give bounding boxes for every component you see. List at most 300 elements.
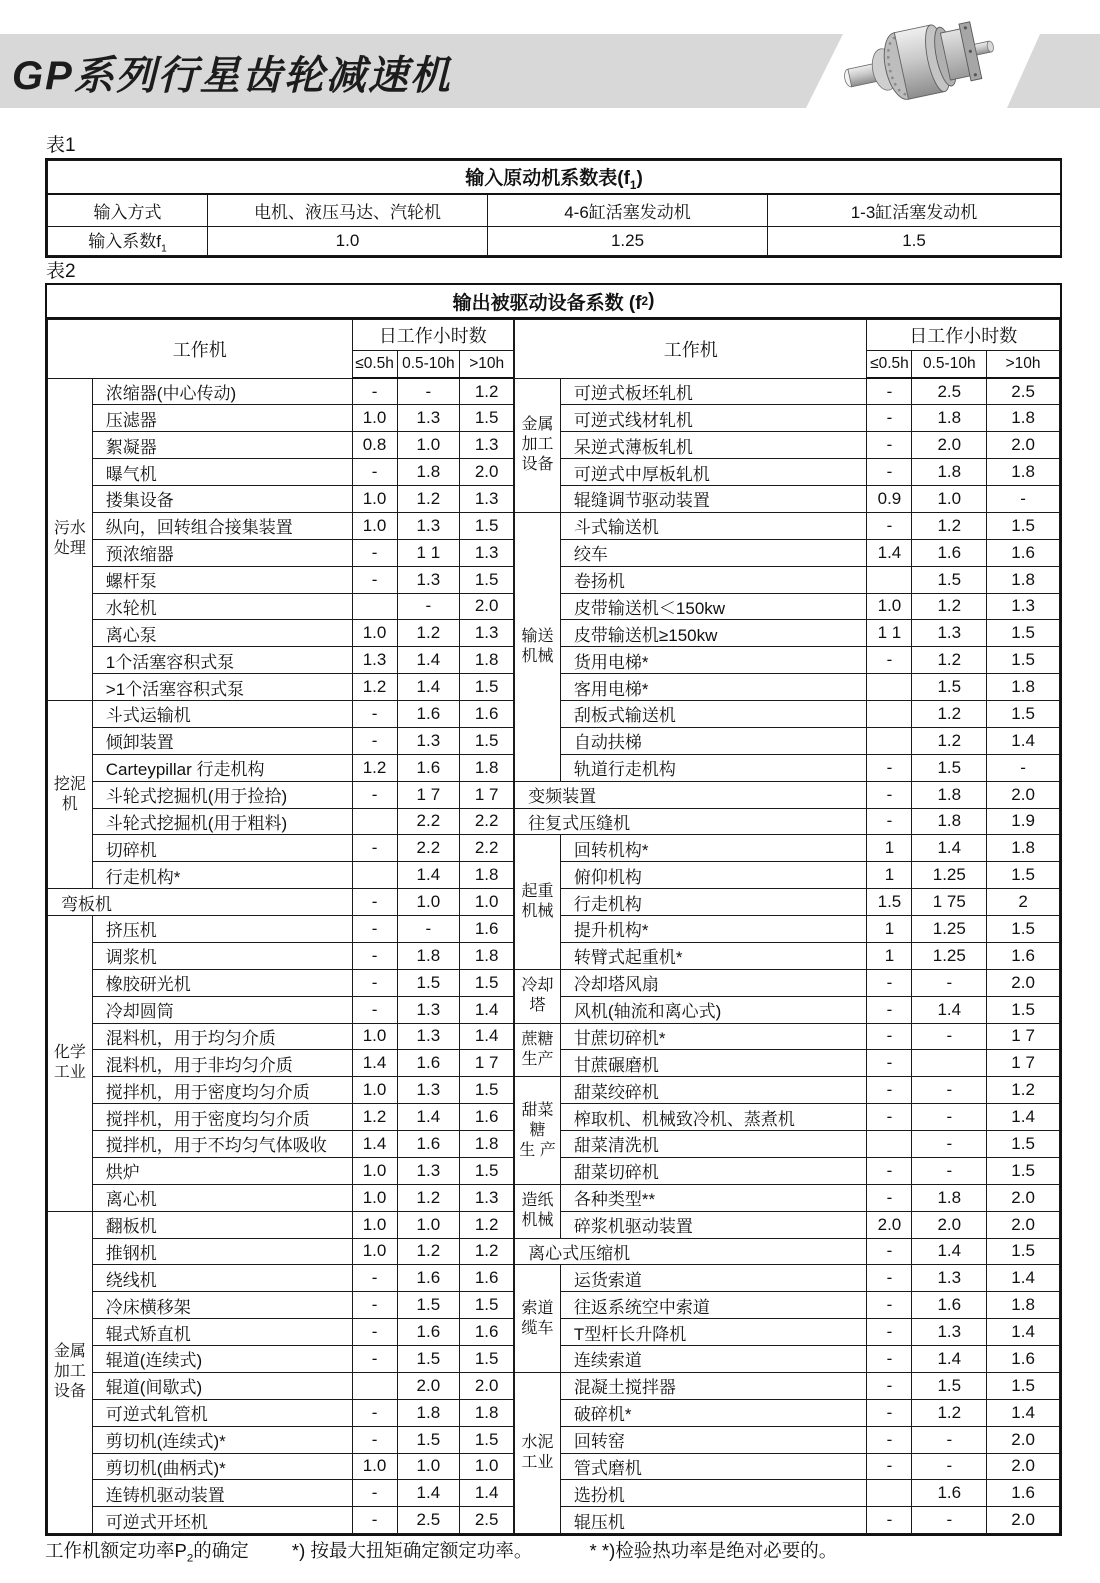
coef-cell: 1.2	[987, 1077, 1060, 1104]
coef-cell: 1.5	[987, 996, 1060, 1023]
coef-cell: 1	[867, 942, 912, 969]
machine-name-cell: 弯板机	[48, 889, 353, 916]
coef-cell: 2.0	[987, 1453, 1060, 1480]
machine-name-cell: 轨道行走机构	[560, 754, 867, 781]
input-factor-label: 输入系数$f_1$	[48, 227, 208, 256]
category-cell: 造纸 机械	[515, 1184, 561, 1238]
coef-cell: 1.6	[987, 1480, 1060, 1507]
factor-value-cell: 1.0	[208, 227, 488, 256]
daily-hours-header: 日工作小时数	[352, 320, 514, 351]
table-row	[48, 1104, 514, 1131]
machine-name-cell: 行走机构*	[92, 862, 352, 889]
coef-cell: 1.2	[912, 727, 987, 754]
coef-cell: -	[867, 1399, 912, 1426]
table-row	[515, 781, 1060, 808]
coef-cell: 2.0	[987, 432, 1060, 459]
engine-1-3-cell: 1-3缸活塞发动机	[768, 194, 1061, 227]
category-cell: 冷却塔	[515, 969, 561, 1023]
coef-cell: 1.4	[987, 1319, 1060, 1346]
coef-cell: 2.0	[867, 1211, 912, 1238]
coef-cell: 2.0	[987, 1507, 1060, 1534]
coef-cell: 2.2	[460, 835, 514, 862]
coef-cell: 1.2	[912, 593, 987, 620]
coef-cell: 1.8	[987, 674, 1060, 701]
coef-cell: 1.0	[352, 1184, 397, 1211]
machine-name-cell: 橡胶研光机	[92, 969, 352, 996]
coef-cell: 1.5	[460, 1292, 514, 1319]
table-row	[48, 1319, 514, 1346]
coef-cell	[867, 1131, 912, 1158]
machine-name-cell: 绞车	[560, 539, 867, 566]
coef-cell: 1.5	[987, 862, 1060, 889]
machine-name-cell: T型杆长升降机	[560, 1319, 867, 1346]
coef-cell: 2.0	[987, 1211, 1060, 1238]
coef-cell: 1.5	[397, 1426, 460, 1453]
table-row	[48, 889, 514, 916]
machine-name-cell: 可逆式板坯轧机	[560, 378, 867, 405]
coef-cell: 1 7	[460, 781, 514, 808]
machine-name-cell: 皮带输送机≥150kw	[560, 620, 867, 647]
coef-cell: -	[352, 1399, 397, 1426]
coef-cell: 1.3	[397, 1023, 460, 1050]
coef-cell: 2	[987, 889, 1060, 916]
category-cell: 输送 机械	[515, 512, 561, 781]
coef-cell: -	[867, 405, 912, 432]
coef-cell: 1.5	[987, 1372, 1060, 1399]
table-row	[48, 1238, 514, 1265]
table-row	[515, 1507, 1060, 1534]
coef-cell: -	[867, 781, 912, 808]
table-row	[515, 808, 1060, 835]
coef-cell: 1	[867, 916, 912, 943]
machine-name-cell: 离心泵	[92, 620, 352, 647]
coef-cell	[867, 1480, 912, 1507]
coef-cell: 2.0	[460, 593, 514, 620]
machine-col-header: 工作机	[515, 320, 867, 379]
coef-cell: 1.5	[397, 1292, 460, 1319]
machine-name-cell: 各种类型**	[560, 1184, 867, 1211]
table-row	[48, 1372, 514, 1399]
table1-value-row	[48, 227, 1061, 256]
coef-cell: 1.3	[912, 1265, 987, 1292]
coef-cell: 1.2	[397, 1238, 460, 1265]
machine-name-cell: 提升机构*	[560, 916, 867, 943]
coef-cell: 1.2	[460, 1211, 514, 1238]
coef-cell: 2.0	[397, 1372, 460, 1399]
footnote-star: *) 按最大扭矩确定额定功率。	[291, 1540, 533, 1561]
category-cell: 水泥 工业	[515, 1372, 561, 1533]
coef-cell: 1.2	[912, 701, 987, 728]
coef-cell: 1.3	[397, 566, 460, 593]
table-row	[48, 1292, 514, 1319]
table-row	[48, 754, 514, 781]
page-title: GP系列行星齿轮减速机	[12, 54, 452, 98]
coef-cell: 1.9	[987, 808, 1060, 835]
coef-cell: -	[867, 996, 912, 1023]
coef-cell: 2.2	[397, 835, 460, 862]
coef-cell: 1.5	[912, 754, 987, 781]
coef-cell	[867, 727, 912, 754]
coef-cell: 1.0	[352, 1453, 397, 1480]
machine-name-cell: 风机(轴流和离心式)	[560, 996, 867, 1023]
coef-cell: -	[397, 378, 460, 405]
table2-header-row	[48, 320, 514, 351]
coef-cell: 1.3	[352, 647, 397, 674]
coef-cell: 2.0	[912, 1211, 987, 1238]
machine-name-cell: 曝气机	[92, 459, 352, 486]
machine-name-cell: 辊道(间歇式)	[92, 1372, 352, 1399]
coef-cell: 1.0	[352, 1077, 397, 1104]
coef-cell: -	[352, 781, 397, 808]
table-row	[515, 916, 1060, 943]
coef-cell: 1.4	[397, 1480, 460, 1507]
table-row	[515, 1319, 1060, 1346]
category-cell: 甜菜糖 生 产	[515, 1077, 561, 1185]
coef-cell: 1 1	[397, 539, 460, 566]
table-row	[48, 808, 514, 835]
table2-header-row	[515, 320, 1060, 351]
machine-name-cell: 卷扬机	[560, 566, 867, 593]
table-row	[48, 727, 514, 754]
coef-cell: 1.5	[987, 620, 1060, 647]
coef-cell: 1.4	[867, 539, 912, 566]
coef-cell: -	[352, 378, 397, 405]
table-row	[515, 1184, 1060, 1211]
coef-cell: 2.0	[912, 432, 987, 459]
category-cell: 化学 工业	[48, 916, 93, 1212]
table-row	[515, 942, 1060, 969]
coef-cell: 2.5	[460, 1507, 514, 1534]
table-row	[515, 1238, 1060, 1265]
machine-name-cell: 自动扶梯	[560, 727, 867, 754]
coef-cell	[912, 1050, 987, 1077]
coef-cell: 1.6	[912, 1480, 987, 1507]
coef-cell: -	[867, 1050, 912, 1077]
machine-name-cell: 搅拌机，用于不均匀气体吸收	[92, 1131, 352, 1158]
input-mode-header: 输入方式	[48, 194, 208, 227]
coef-cell: -	[352, 1507, 397, 1534]
table-row	[515, 593, 1060, 620]
coef-cell: 1.8	[912, 459, 987, 486]
coef-cell: 1.0	[352, 405, 397, 432]
coef-cell: 1.5	[460, 969, 514, 996]
machine-name-cell: 纵向，回转组合接集装置	[92, 512, 352, 539]
coef-cell: 1.0	[352, 1238, 397, 1265]
coef-cell: 1.5	[460, 1346, 514, 1373]
coef-cell: -	[867, 378, 912, 405]
table-row	[48, 1023, 514, 1050]
coef-cell: -	[867, 459, 912, 486]
machine-name-cell: 剪切机(连续式)*	[92, 1426, 352, 1453]
coef-cell: 1 7	[460, 1050, 514, 1077]
coef-cell: -	[912, 1507, 987, 1534]
coef-cell: 1.5	[460, 1426, 514, 1453]
coef-cell: 1.6	[397, 1050, 460, 1077]
factor-value-cell: 1.5	[768, 227, 1061, 256]
coef-cell: 1.8	[460, 862, 514, 889]
coef-cell: 1.0	[352, 512, 397, 539]
coef-cell: 1.6	[987, 1346, 1060, 1373]
coef-cell: 2.5	[987, 378, 1060, 405]
coef-cell: 1.25	[912, 862, 987, 889]
machine-name-cell: 甘蔗碾磨机	[560, 1050, 867, 1077]
coef-cell: 1	[867, 862, 912, 889]
table-row	[515, 1104, 1060, 1131]
table-row	[48, 1480, 514, 1507]
coef-cell: -	[352, 1292, 397, 1319]
coef-cell: 2.0	[460, 1372, 514, 1399]
coef-cell: 1.25	[912, 916, 987, 943]
coef-cell: 1.4	[912, 1346, 987, 1373]
coef-cell: 1.0	[352, 1211, 397, 1238]
table-row	[48, 459, 514, 486]
coef-cell: 1.5	[460, 1077, 514, 1104]
table-row	[48, 1426, 514, 1453]
coef-cell: 1.4	[397, 674, 460, 701]
coef-cell: 1.5	[460, 566, 514, 593]
coef-cell: -	[867, 754, 912, 781]
coef-cell: 1.5	[987, 1131, 1060, 1158]
table-row	[515, 835, 1060, 862]
table2-title: 输出被驱动设备系数 (f 2 )	[47, 285, 1060, 319]
coef-cell: 1.8	[460, 1399, 514, 1426]
machine-name-cell: 斗轮式挖掘机(用于粗料)	[92, 808, 352, 835]
coef-cell: -	[987, 754, 1060, 781]
table-row	[515, 1399, 1060, 1426]
coef-cell: 2.2	[397, 808, 460, 835]
coef-cell: 1.5	[460, 674, 514, 701]
coef-cell: 1.2	[912, 647, 987, 674]
machine-name-cell: 搅拌机，用于密度均匀介质	[92, 1104, 352, 1131]
coef-cell: 1.6	[460, 1265, 514, 1292]
table-row	[515, 1292, 1060, 1319]
footnote-p2: 工作机额定功率$P_2$的确定	[45, 1540, 249, 1565]
machine-name-cell: 选扮机	[560, 1480, 867, 1507]
coef-cell: 1.5	[912, 1372, 987, 1399]
table-row	[515, 727, 1060, 754]
machine-name-cell: 甜菜清洗机	[560, 1131, 867, 1158]
table-row	[515, 1157, 1060, 1184]
coef-cell: 1.4	[987, 1265, 1060, 1292]
coef-cell: -	[867, 1077, 912, 1104]
coef-cell: 1.5	[460, 512, 514, 539]
machine-name-cell: 呆逆式薄板轧机	[560, 432, 867, 459]
coef-cell: 1.0	[352, 486, 397, 513]
table-row	[515, 1023, 1060, 1050]
table-row	[515, 1453, 1060, 1480]
table-row	[48, 835, 514, 862]
category-cell: 蔗糖 生产	[515, 1023, 561, 1077]
machine-name-cell: 可逆式线材轧机	[560, 405, 867, 432]
table-row	[515, 1265, 1060, 1292]
coef-cell: 1.8	[987, 1292, 1060, 1319]
table-row	[48, 1157, 514, 1184]
table-row	[515, 862, 1060, 889]
coef-cell: 1.25	[912, 942, 987, 969]
table2-left-half	[47, 319, 514, 1534]
input-coefficient-table	[45, 158, 1062, 258]
coef-cell: -	[912, 1157, 987, 1184]
coef-cell: 1.5	[912, 566, 987, 593]
coef-cell: 1.6	[460, 916, 514, 943]
machine-name-cell: 剪切机(曲柄式)*	[92, 1453, 352, 1480]
coef-cell: -	[867, 512, 912, 539]
coef-cell: 1.4	[397, 862, 460, 889]
table-row	[48, 942, 514, 969]
machine-name-cell: 浓缩器(中心传动)	[92, 378, 352, 405]
coef-cell: -	[867, 1372, 912, 1399]
machine-name-cell: 客用电梯*	[560, 674, 867, 701]
coef-cell: 1.3	[987, 593, 1060, 620]
machine-name-cell: 离心机	[92, 1184, 352, 1211]
table-row	[515, 539, 1060, 566]
table-row	[48, 647, 514, 674]
coef-cell: -	[397, 916, 460, 943]
coef-cell: 1.3	[912, 1319, 987, 1346]
coef-cell: 1.2	[352, 674, 397, 701]
coef-cell: -	[352, 1480, 397, 1507]
coef-cell: 1.4	[987, 1104, 1060, 1131]
coef-cell: -	[352, 1319, 397, 1346]
table-row	[48, 862, 514, 889]
table-row	[515, 1372, 1060, 1399]
coef-cell	[352, 862, 397, 889]
coef-cell: -	[912, 969, 987, 996]
machine-name-cell: 斗式运输机	[92, 701, 352, 728]
coef-cell: -	[352, 1265, 397, 1292]
coef-cell: 1.0	[397, 1453, 460, 1480]
hour-col-header: ≤0.5h	[352, 351, 397, 379]
machine-name-cell: 1个活塞容积式泵	[92, 647, 352, 674]
table-row	[48, 593, 514, 620]
coef-cell: 1.2	[460, 1238, 514, 1265]
coef-cell: -	[867, 1023, 912, 1050]
table-row	[515, 486, 1060, 513]
coef-cell: -	[352, 996, 397, 1023]
machine-name-cell: 辊道(连续式)	[92, 1346, 352, 1373]
coef-cell: 1.6	[912, 539, 987, 566]
coef-cell: 1.5	[397, 969, 460, 996]
machine-name-cell: 混料机，用于非均匀介质	[92, 1050, 352, 1077]
coef-cell: 1.4	[460, 996, 514, 1023]
coef-cell: 1.5	[987, 1157, 1060, 1184]
coef-cell: 1.5	[987, 647, 1060, 674]
coef-cell: 1.5	[987, 512, 1060, 539]
machine-name-cell: 管式磨机	[560, 1453, 867, 1480]
machine-name-cell: 搂集设备	[92, 486, 352, 513]
coef-cell: 1.0	[352, 1157, 397, 1184]
coef-cell: 1.2	[912, 1399, 987, 1426]
machine-name-cell: 变频装置	[515, 781, 867, 808]
coef-cell: 1.8	[460, 647, 514, 674]
coef-cell: 1.5	[987, 701, 1060, 728]
coef-cell: 2.0	[987, 1184, 1060, 1211]
machine-name-cell: 可逆式轧管机	[92, 1399, 352, 1426]
output-coefficient-table	[45, 283, 1062, 1536]
coef-cell: -	[352, 1346, 397, 1373]
machine-name-cell: 皮带输送机＜150kw	[560, 593, 867, 620]
table-row	[515, 969, 1060, 996]
coef-cell: 1.6	[987, 539, 1060, 566]
table-row	[48, 1399, 514, 1426]
table-row	[48, 674, 514, 701]
machine-name-cell: 翻板机	[92, 1211, 352, 1238]
table-row	[515, 378, 1060, 405]
table-row	[48, 1211, 514, 1238]
coef-cell: 1.3	[460, 432, 514, 459]
table-row	[48, 1184, 514, 1211]
coef-cell: -	[867, 647, 912, 674]
table-row	[515, 405, 1060, 432]
table-row	[515, 1050, 1060, 1077]
coef-cell: 1.8	[912, 781, 987, 808]
hour-col-header: ≤0.5h	[867, 351, 912, 379]
category-cell: 起重 机械	[515, 835, 561, 969]
factor-value-cell: 1.25	[488, 227, 768, 256]
coef-cell: 1.2	[397, 486, 460, 513]
machine-name-cell: 推钢机	[92, 1238, 352, 1265]
table1-header-row	[48, 194, 1061, 227]
coef-cell: 1.2	[460, 378, 514, 405]
coef-cell: 1.8	[912, 808, 987, 835]
coef-cell: 1.5	[987, 1238, 1060, 1265]
machine-name-cell: 烘炉	[92, 1157, 352, 1184]
table-row	[515, 889, 1060, 916]
table1-label: 表1	[46, 135, 76, 156]
table-row	[48, 996, 514, 1023]
machine-name-cell: 辊压机	[560, 1507, 867, 1534]
coef-cell: -	[867, 1184, 912, 1211]
coef-cell: 1.0	[460, 1453, 514, 1480]
coef-cell: 1.6	[397, 1131, 460, 1158]
coef-cell: -	[867, 1292, 912, 1319]
coef-cell: -	[867, 1453, 912, 1480]
coef-cell: 1.3	[460, 1184, 514, 1211]
machine-name-cell: 搅拌机，用于密度均匀介质	[92, 1077, 352, 1104]
coef-cell: 1.0	[460, 889, 514, 916]
machine-name-cell: 水轮机	[92, 593, 352, 620]
table-row	[48, 1077, 514, 1104]
coef-cell: 2.5	[912, 378, 987, 405]
banner-band-right	[1007, 34, 1100, 108]
table2-right-half	[514, 319, 1060, 1534]
machine-name-cell: 回转窑	[560, 1426, 867, 1453]
category-cell: 挖泥机	[48, 701, 93, 889]
coef-cell: 2.0	[987, 969, 1060, 996]
coef-cell: -	[352, 969, 397, 996]
coef-cell: 1.5	[987, 916, 1060, 943]
coef-cell: 1.8	[987, 566, 1060, 593]
coef-cell: 1.6	[460, 701, 514, 728]
coef-cell: -	[987, 486, 1060, 513]
machine-name-cell: Carteypillar 行走机构	[92, 754, 352, 781]
table-row	[515, 1346, 1060, 1373]
coef-cell: 1.4	[352, 1131, 397, 1158]
coef-cell: 1.4	[460, 1480, 514, 1507]
coef-cell: 1.3	[397, 1077, 460, 1104]
coef-cell: -	[867, 432, 912, 459]
machine-name-cell: 压滤器	[92, 405, 352, 432]
machine-name-cell: 可逆式开坯机	[92, 1507, 352, 1534]
table-row	[48, 486, 514, 513]
coef-cell: 1.4	[912, 835, 987, 862]
coef-cell	[867, 701, 912, 728]
coef-cell: 1.3	[460, 486, 514, 513]
coef-cell: -	[867, 808, 912, 835]
machine-name-cell: 转臂式起重机*	[560, 942, 867, 969]
coef-cell: 1.0	[397, 432, 460, 459]
machine-name-cell: 碎浆机驱动装置	[560, 1211, 867, 1238]
